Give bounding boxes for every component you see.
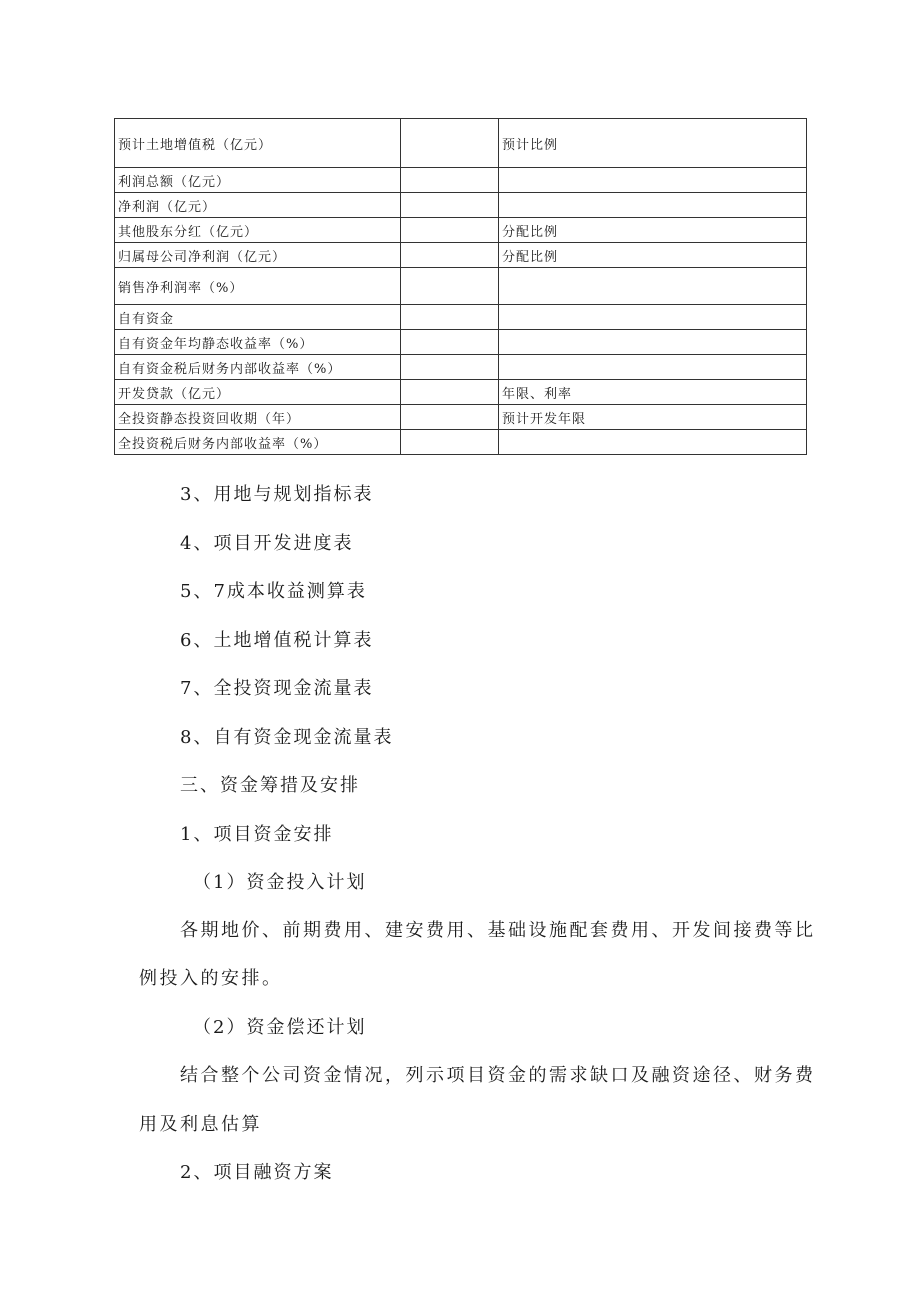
row-value xyxy=(401,193,499,218)
list-item-full-investment-cashflow: 7、全投资现金流量表 xyxy=(180,678,374,699)
indicator-table xyxy=(114,118,807,455)
row-note xyxy=(499,268,807,305)
row-label: 预计土地增值税（亿元） xyxy=(115,119,401,168)
row-note xyxy=(499,430,807,455)
row-label: 全投资税后财务内部收益率（%） xyxy=(115,430,401,455)
row-value xyxy=(401,268,499,305)
paragraph-line: 各期地价、前期费用、建安费用、基础设施配套费用、开发间接费等比 xyxy=(180,920,816,941)
paragraph-line: 用及利息估算 xyxy=(139,1114,262,1135)
row-note: 预计比例 xyxy=(499,119,807,168)
paragraph-line: 例投入的安排。 xyxy=(139,968,283,989)
table-row xyxy=(115,218,807,243)
table-row xyxy=(115,380,807,405)
row-value xyxy=(401,305,499,330)
row-note xyxy=(499,355,807,380)
table-row xyxy=(115,243,807,268)
row-label: 销售净利润率（%） xyxy=(115,268,401,305)
row-value xyxy=(401,168,499,193)
row-value xyxy=(401,218,499,243)
row-label: 开发贷款（亿元） xyxy=(115,380,401,405)
table-row xyxy=(115,168,807,193)
list-item-land-planning-table: 3、用地与规划指标表 xyxy=(180,484,374,505)
list-item-own-capital-cashflow: 8、自有资金现金流量表 xyxy=(180,727,394,748)
table-row xyxy=(115,430,807,455)
paragraph-line: 结合整个公司资金情况，列示项目资金的需求缺口及融资途径、财务费 xyxy=(180,1065,816,1086)
row-label: 归属母公司净利润（亿元） xyxy=(115,243,401,268)
row-note: 预计开发年限 xyxy=(499,405,807,430)
row-label: 其他股东分红（亿元） xyxy=(115,218,401,243)
table-row xyxy=(115,355,807,380)
table-row xyxy=(115,405,807,430)
row-label: 自有资金税后财务内部收益率（%） xyxy=(115,355,401,380)
table-row xyxy=(115,305,807,330)
row-note: 分配比例 xyxy=(499,218,807,243)
row-note xyxy=(499,193,807,218)
row-value xyxy=(401,330,499,355)
subheading-financing-plan: 2、项目融资方案 xyxy=(180,1162,334,1183)
row-label: 自有资金 xyxy=(115,305,401,330)
row-note: 分配比例 xyxy=(499,243,807,268)
indicator-table-container xyxy=(114,118,806,455)
row-value xyxy=(401,430,499,455)
row-label: 利润总额（亿元） xyxy=(115,168,401,193)
subheading-fund-arrangement: 1、项目资金安排 xyxy=(180,824,334,845)
subheading-fund-input-plan: （1）资金投入计划 xyxy=(193,872,367,893)
list-item-land-tax-table: 6、土地增值税计算表 xyxy=(180,630,374,651)
row-value xyxy=(401,243,499,268)
row-value xyxy=(401,355,499,380)
table-row xyxy=(115,119,807,168)
row-label: 自有资金年均静态收益率（%） xyxy=(115,330,401,355)
row-note xyxy=(499,305,807,330)
row-note xyxy=(499,330,807,355)
section-heading-funding: 三、资金筹措及安排 xyxy=(180,775,360,796)
row-note: 年限、利率 xyxy=(499,380,807,405)
subheading-fund-repayment-plan: （2）资金偿还计划 xyxy=(193,1017,367,1038)
row-value xyxy=(401,380,499,405)
table-row xyxy=(115,193,807,218)
row-value xyxy=(401,119,499,168)
row-value xyxy=(401,405,499,430)
list-item-progress-table: 4、项目开发进度表 xyxy=(180,533,354,554)
row-label: 净利润（亿元） xyxy=(115,193,401,218)
table-row xyxy=(115,330,807,355)
table-row xyxy=(115,268,807,305)
list-item-cost-revenue-table: 5、7成本收益测算表 xyxy=(180,581,367,602)
row-note xyxy=(499,168,807,193)
row-label: 全投资静态投资回收期（年） xyxy=(115,405,401,430)
